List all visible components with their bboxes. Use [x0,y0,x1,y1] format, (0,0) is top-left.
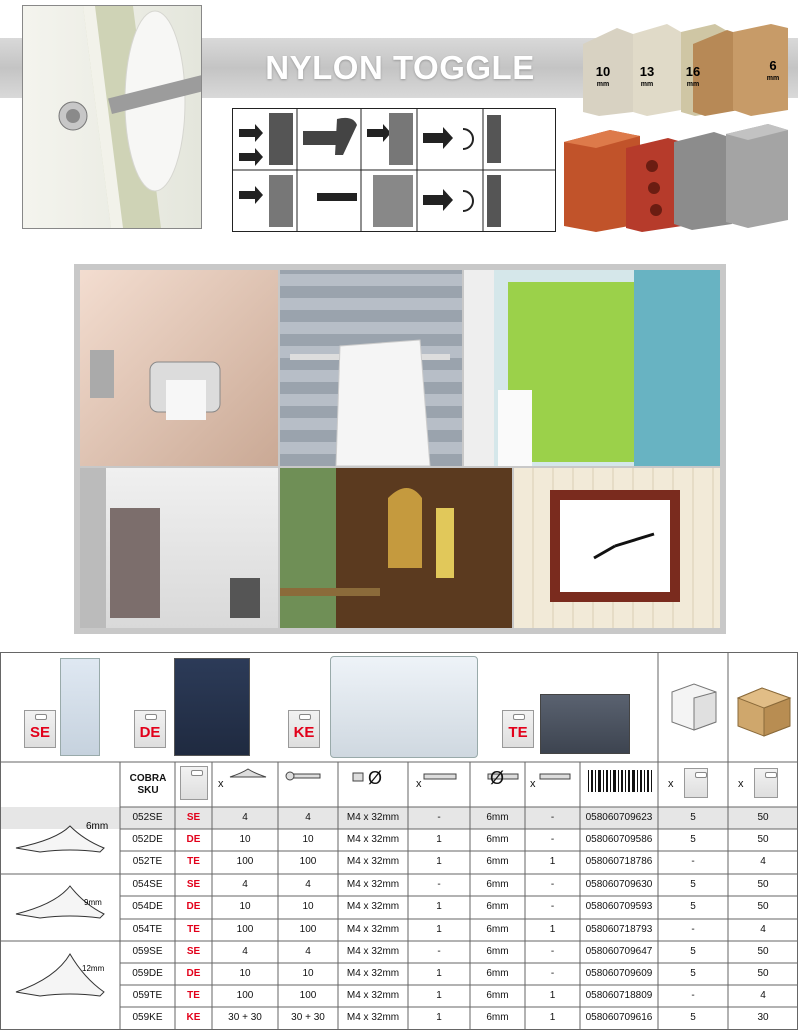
table-cell-pack: TE [187,924,200,935]
table-cell-toggles: 100 [236,924,254,935]
table-cell-screw-size: M4 x 32mm [346,901,400,912]
table-cell-bit: - [550,901,555,912]
sku-header: COBRA SKU [129,773,167,796]
table-cell-sku: 059DE [132,968,163,979]
table-cell-master: 4 [760,924,766,935]
table-cell-drill: 1 [436,968,442,979]
table-cell-screws: 10 [302,968,314,979]
table-cell-sku: 052DE [132,834,163,845]
mult-drill: x [416,778,422,790]
table-cell-drill-size: 6mm [486,812,509,823]
board-6-value: 6 [769,58,777,73]
board-16-unit: mm [686,81,700,88]
table-cell-screws: 4 [305,812,311,823]
mult-toggle: x [218,778,224,790]
board-10-unit: mm [596,81,610,88]
table-cell-screw-size: M4 x 32mm [346,879,400,890]
table-cell-barcode: 058060709593 [585,901,653,912]
table-cell-screw-size: M4 x 32mm [346,1012,400,1023]
table-cell-screws: 4 [305,879,311,890]
table-cell-sku: 054TE [132,924,163,935]
application-photo-grid [74,264,726,634]
table-cell-bit: - [550,834,555,845]
table-cell-bit: 1 [549,990,556,1001]
table-cell-drill: - [437,812,441,823]
table-cell-drill: - [437,879,441,890]
table-cell-sku: 054DE [132,901,163,912]
table-cell-pack: DE [186,834,201,845]
pack-tag-ke: KE [288,710,320,748]
table-cell-screw-size: M4 x 32mm [346,968,400,979]
table-cell-pack: SE [186,879,201,890]
table-cell-drill: 1 [436,901,442,912]
pack-image-de [174,658,250,756]
table-cell-drill: 1 [436,990,442,1001]
pack-tag-se: SE [24,710,56,748]
table-cell-barcode: 058060718793 [585,924,653,935]
dim-12mm: 12mm [82,964,105,973]
table-cell-toggles: 10 [239,968,251,979]
board-13-value: 13 [639,64,655,79]
table-cell-pack: DE [186,901,201,912]
pack-image-se [60,658,100,756]
table-cell-barcode: 058060718786 [585,856,653,867]
table-cell-barcode: 058060709647 [585,946,653,957]
table-cell-screws: 100 [299,924,317,935]
table-cell-bit: 1 [549,924,556,935]
table-cell-sku: 059KE [132,1012,163,1023]
masonry-samples [562,120,790,232]
table-cell-screw-size: M4 x 32mm [346,812,400,823]
pack-tag-de: DE [134,710,166,748]
table-cell-master: 4 [760,856,766,867]
table-cell-bit: - [550,946,555,957]
table-cell-master: 50 [757,901,769,912]
pack-tag-te: TE [502,710,534,748]
table-cell-screw-size: M4 x 32mm [346,924,400,935]
table-cell-sku: 059TE [132,990,163,1001]
table-cell-drill-size: 6mm [486,879,509,890]
table-cell-drill-size: 6mm [486,1012,509,1023]
table-cell-inner: 5 [690,1012,696,1023]
table-cell-inner: 5 [690,901,696,912]
table-cell-bit: 1 [549,856,556,867]
pack-header-icon [180,766,208,800]
table-cell-sku: 059SE [132,946,163,957]
product-table [0,652,798,1030]
photo-towel-rail [280,270,462,466]
table-cell-pack: SE [186,946,201,957]
table-cell-barcode: 058060709586 [585,834,653,845]
table-cell-barcode: 058060709630 [585,879,653,890]
photo-coat-hooks [280,468,512,628]
table-cell-master: 50 [757,812,769,823]
table-cell-master: 50 [757,834,769,845]
dim-9mm: 9mm [84,898,102,907]
table-cell-toggles: 10 [239,901,251,912]
table-cell-drill-size: 6mm [486,990,509,1001]
table-cell-drill: - [437,946,441,957]
page-title: NYLON TOGGLE [265,49,535,86]
table-cell-screws: 100 [299,856,317,867]
phi-drill: Ø [490,768,505,788]
inner-pack-icon [684,768,708,798]
table-cell-toggles: 100 [236,856,254,867]
table-cell-bit: - [550,968,555,979]
table-cell-drill: 1 [436,856,442,867]
table-cell-toggles: 4 [242,812,248,823]
photo-wall-clock [514,468,720,628]
table-cell-screw-size: M4 x 32mm [346,990,400,1001]
table-cell-toggles: 4 [242,879,248,890]
table-cell-sku: 052SE [132,812,163,823]
table-cell-sku: 054SE [132,879,163,890]
table-cell-drill-size: 6mm [486,901,509,912]
board-16-value: 16 [685,64,701,79]
table-cell-barcode: 058060718809 [585,990,653,1001]
table-cell-master: 30 [757,1012,769,1023]
mult-bit: x [530,778,536,790]
table-cell-inner: 5 [690,946,696,957]
table-cell-drill-size: 6mm [486,856,509,867]
table-cell-drill-size: 6mm [486,968,509,979]
table-cell-bit: 1 [549,1012,556,1023]
table-cell-toggles: 30 + 30 [228,1012,262,1023]
table-cell-toggles: 4 [242,946,248,957]
table-cell-drill-size: 6mm [486,946,509,957]
table-cell-screws: 10 [302,834,314,845]
table-cell-inner: 5 [690,812,696,823]
board-thickness-samples [583,24,788,116]
table-cell-inner: - [691,924,695,935]
table-cell-barcode: 058060709609 [585,968,653,979]
table-cell-drill-size: 6mm [486,924,509,935]
table-cell-screws: 100 [299,990,317,1001]
table-cell-inner: 5 [690,968,696,979]
table-cell-screw-size: M4 x 32mm [346,834,400,845]
master-pack-icon [754,768,778,798]
mult-master: x [738,778,744,790]
table-cell-toggles: 10 [239,834,251,845]
inner-box-icon [672,684,716,730]
phi-screw: Ø [368,768,383,788]
photo-shower-curtain [464,270,720,466]
table-cell-barcode: 058060709623 [585,812,653,823]
barcode-icon [588,770,652,792]
table-cell-inner: - [691,990,695,1001]
table-cell-drill-size: 6mm [486,834,509,845]
table-cell-master: 50 [757,946,769,957]
table-cell-drill: 1 [436,924,442,935]
table-cell-inner: 5 [690,834,696,845]
table-cell-inner: - [691,856,695,867]
mult-inner: x [668,778,674,790]
table-cell-screws: 4 [305,946,311,957]
table-cell-barcode: 058060709616 [585,1012,653,1023]
table-cell-bit: - [550,879,555,890]
table-cell-pack: SE [186,812,201,823]
table-cell-bit: - [550,812,555,823]
table-cell-pack: TE [187,990,200,1001]
table-cell-toggles: 100 [236,990,254,1001]
table-cell-master: 50 [757,879,769,890]
table-cell-pack: TE [187,856,200,867]
photo-toilet-roll-holder [80,270,278,466]
table-cell-master: 4 [760,990,766,1001]
pack-image-te [540,694,630,754]
pack-image-ke [330,656,478,758]
table-cell-screws: 30 + 30 [291,1012,325,1023]
master-carton-icon [738,688,790,736]
table-cell-screw-size: M4 x 32mm [346,946,400,957]
board-13-unit: mm [640,81,654,88]
table-cell-inner: 5 [690,879,696,890]
table-cell-pack: DE [186,968,201,979]
table-cell-pack: KE [186,1012,201,1023]
table-cell-drill: 1 [436,834,442,845]
install-steps-diagram [232,108,556,232]
dim-6mm: 6mm [86,821,109,832]
table-cell-screw-size: M4 x 32mm [346,856,400,867]
hero-photo-toggle-in-wall [22,5,202,229]
table-cell-drill: 1 [436,1012,442,1023]
table-cell-master: 50 [757,968,769,979]
table-cell-screws: 10 [302,901,314,912]
board-6-unit: mm [766,75,780,82]
table-cell-sku: 052TE [132,856,163,867]
photo-kitchen-hooks [80,468,278,628]
board-10-value: 10 [595,64,611,79]
